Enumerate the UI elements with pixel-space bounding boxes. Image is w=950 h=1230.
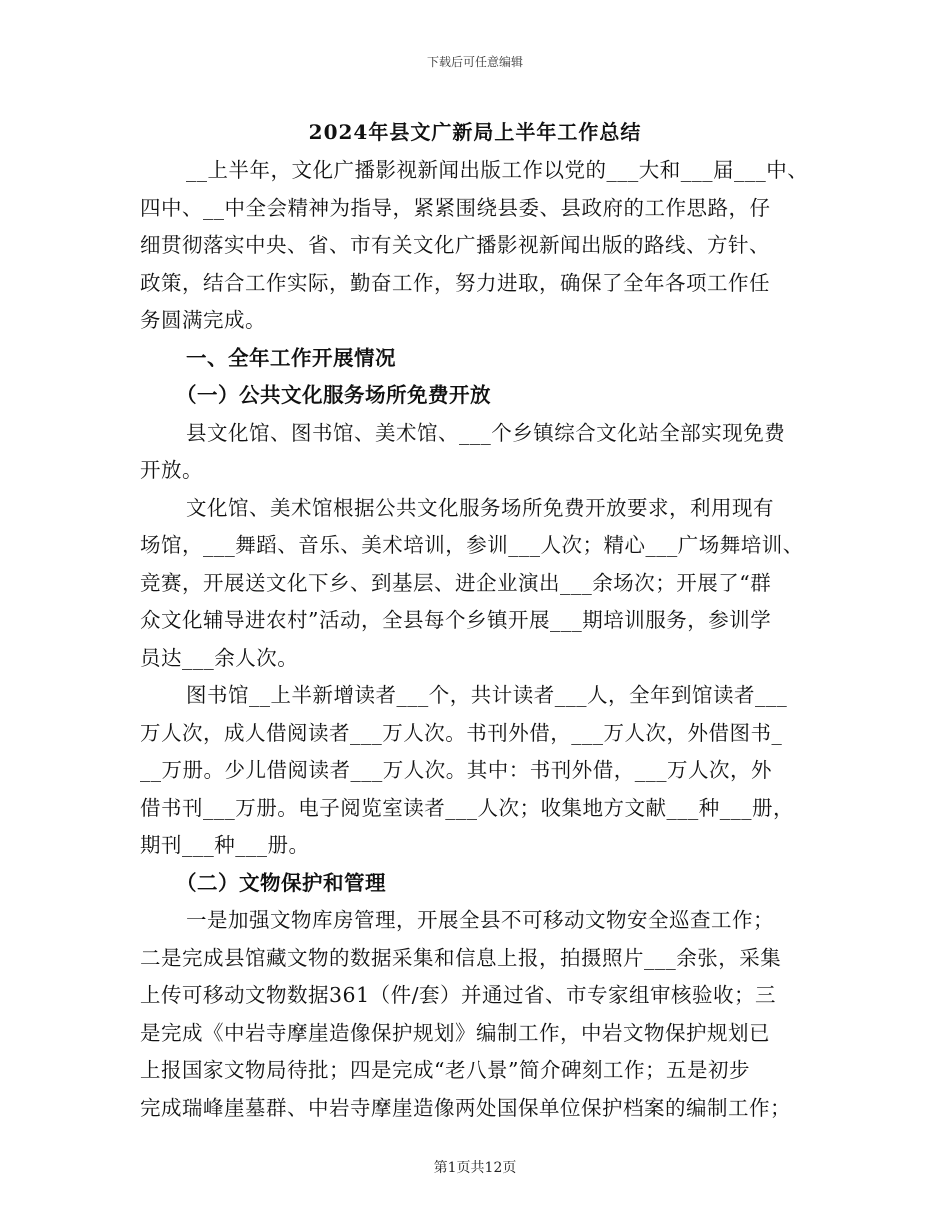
section-heading: 一、全年工作开展情况: [186, 345, 396, 370]
page-header: 下载后可任意编辑: [426, 55, 523, 69]
paragraph-line: 县文化馆、图书馆、美术馆、___个乡镇综合文化站全部实现免费: [186, 420, 786, 445]
subsection-heading: （二）文物保护和管理: [176, 870, 386, 895]
paragraph-line: 完成瑞峰崖墓群、中岩寺摩崖造像两处国保单位保护档案的编制工作；: [140, 1095, 791, 1120]
paragraph-line: 上报国家文物局待批；四是完成“老八景”简介碑刻工作；五是初步: [140, 1058, 750, 1082]
paragraph-line: 场馆，___舞蹈、音乐、美术培训，参训___人次；精心___广场舞培训、: [140, 533, 804, 557]
paragraph-line: __万册。少儿借阅读者___万人次。其中：书刊外借，___万人次，外: [140, 758, 772, 782]
document-body: [140, 152, 830, 1127]
paragraph-line: 是完成《中岩寺摩崖造像保护规划》编制工作，中岩文物保护规划已: [140, 1020, 770, 1045]
paragraph-line: 期刊___种___册。: [140, 833, 310, 857]
subsection-heading: （一）公共文化服务场所免费开放: [176, 383, 491, 407]
paragraph-line: 员达___余人次。: [140, 645, 299, 670]
paragraph-line: 众文化辅导进农村”活动，全县每个乡镇开展___期培训服务，参训学: [140, 608, 772, 632]
paragraph-line: 上传可移动文物数据361（件/套）并通过省、市专家组审核验收；三: [140, 983, 777, 1007]
paragraph-line: 借书刊___万册。电子阅览室读者___人次；收集地方文献___种___册，: [140, 795, 794, 820]
paragraph-line: 务圆满完成。: [140, 308, 266, 332]
document-title: 2024年县文广新局上半年工作总结: [308, 120, 642, 144]
paragraph-line: 文化馆、美术馆根据公共文化服务场所免费开放要求，利用现有: [186, 495, 774, 520]
paragraph-line: 四中、__中全会精神为指导，紧紧围绕县委、县政府的工作思路，仔: [140, 195, 771, 220]
paragraph-line: 政策，结合工作实际，勤奋工作，努力进取，确保了全年各项工作任: [140, 270, 770, 295]
paragraph-line: 细贯彻落实中央、省、市有关文化广播影视新闻出版的路线、方针、: [140, 233, 770, 257]
paragraph-line: 一是加强文物库房管理，开展全县不可移动文物安全巡查工作；: [186, 908, 774, 932]
paragraph-line: 竞赛，开展送文化下乡、到基层、进企业演出___余场次；开展了“群: [140, 570, 772, 595]
paragraph-line: 万人次，成人借阅读者___万人次。书刊外借，___万人次，外借图书_: [140, 720, 783, 745]
page-number-footer: 第1页共12页: [433, 1160, 517, 1176]
paragraph-line: 二是完成县馆藏文物的数据采集和信息上报，拍摄照片___余张，采集: [140, 945, 782, 970]
paragraph-line: __上半年，文化广播影视新闻出版工作以党的___大和___届___中、: [186, 158, 809, 182]
paragraph-line: 图书馆__上半新增读者___个，共计读者___人，全年到馆读者___: [186, 683, 788, 707]
paragraph-line: 开放。: [140, 458, 203, 482]
